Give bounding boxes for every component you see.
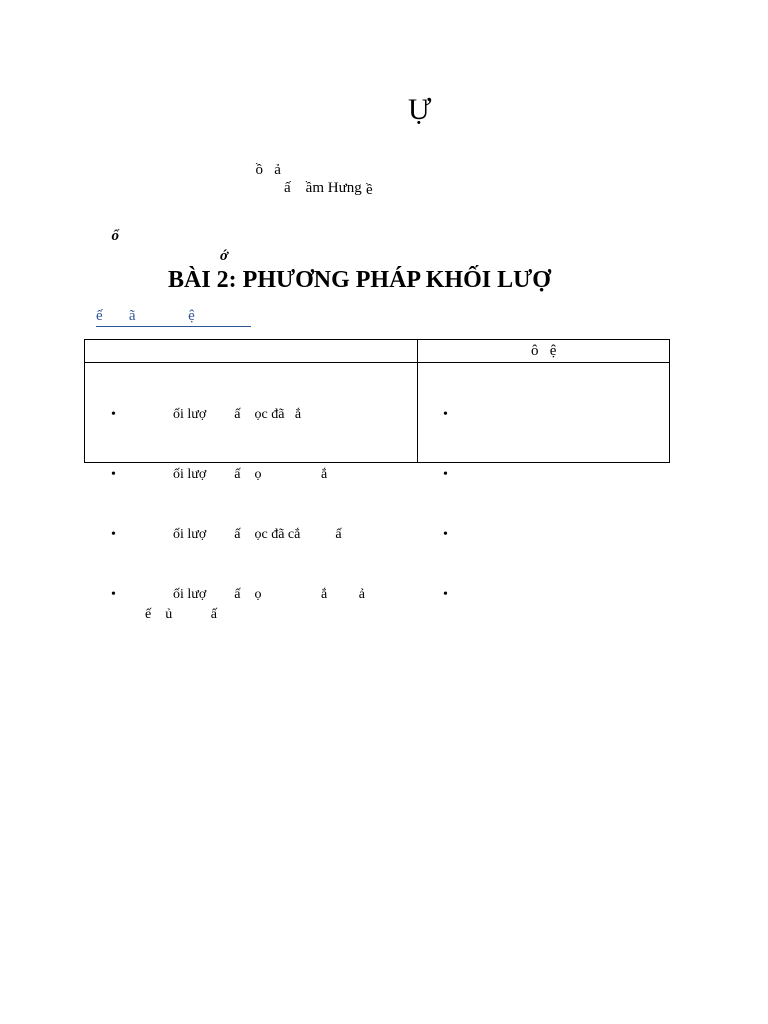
document-top-title: Ự (408, 93, 432, 126)
list-item-text: ối lượ ấ ọc đã ắ (173, 407, 302, 422)
list-item (443, 585, 643, 605)
section-link[interactable]: ế ã ệ (96, 306, 251, 327)
bullet-icon: • (111, 527, 116, 542)
list-item (443, 405, 643, 425)
lesson-title: BÀI 2: PHƯƠNG PHÁP KHỐI LƯỢ (168, 267, 551, 293)
table-column-divider (417, 340, 418, 462)
list-item (443, 525, 643, 545)
header-line-3-left: ổ (111, 228, 119, 244)
list-item (111, 585, 411, 625)
header-line-2: ấ ầm Hưng (284, 180, 362, 196)
table-header-right: ô ệ (531, 343, 557, 359)
bullet-icon: • (111, 467, 116, 482)
content-table (84, 339, 670, 622)
header-line-1-left: ồ ả (255, 162, 281, 178)
list-item-text: ối lượ ấ ọ ắ (173, 467, 328, 482)
list-item (111, 525, 411, 545)
bullet-icon: • (443, 467, 448, 482)
header-line-1-right: ề (366, 182, 373, 198)
list-item (111, 405, 411, 425)
bullet-icon: • (111, 587, 116, 602)
left-column-list (111, 365, 411, 665)
list-item (443, 465, 643, 485)
list-item-continuation: ế ủ ấ (145, 607, 217, 622)
bullet-icon: • (443, 587, 448, 602)
header-line-3-right: ớ (220, 248, 229, 264)
table-header-divider (85, 362, 669, 363)
bullet-icon: • (443, 407, 448, 422)
list-item-text: ối lượ ấ ọ ắ ả (173, 587, 365, 602)
bullet-icon: • (443, 527, 448, 542)
bullet-icon: • (111, 407, 116, 422)
right-column-list (443, 365, 643, 645)
list-item (111, 465, 411, 485)
list-item-text: ối lượ ấ ọc đã cắ ấ (173, 527, 342, 542)
header-line-3 (104, 206, 244, 266)
